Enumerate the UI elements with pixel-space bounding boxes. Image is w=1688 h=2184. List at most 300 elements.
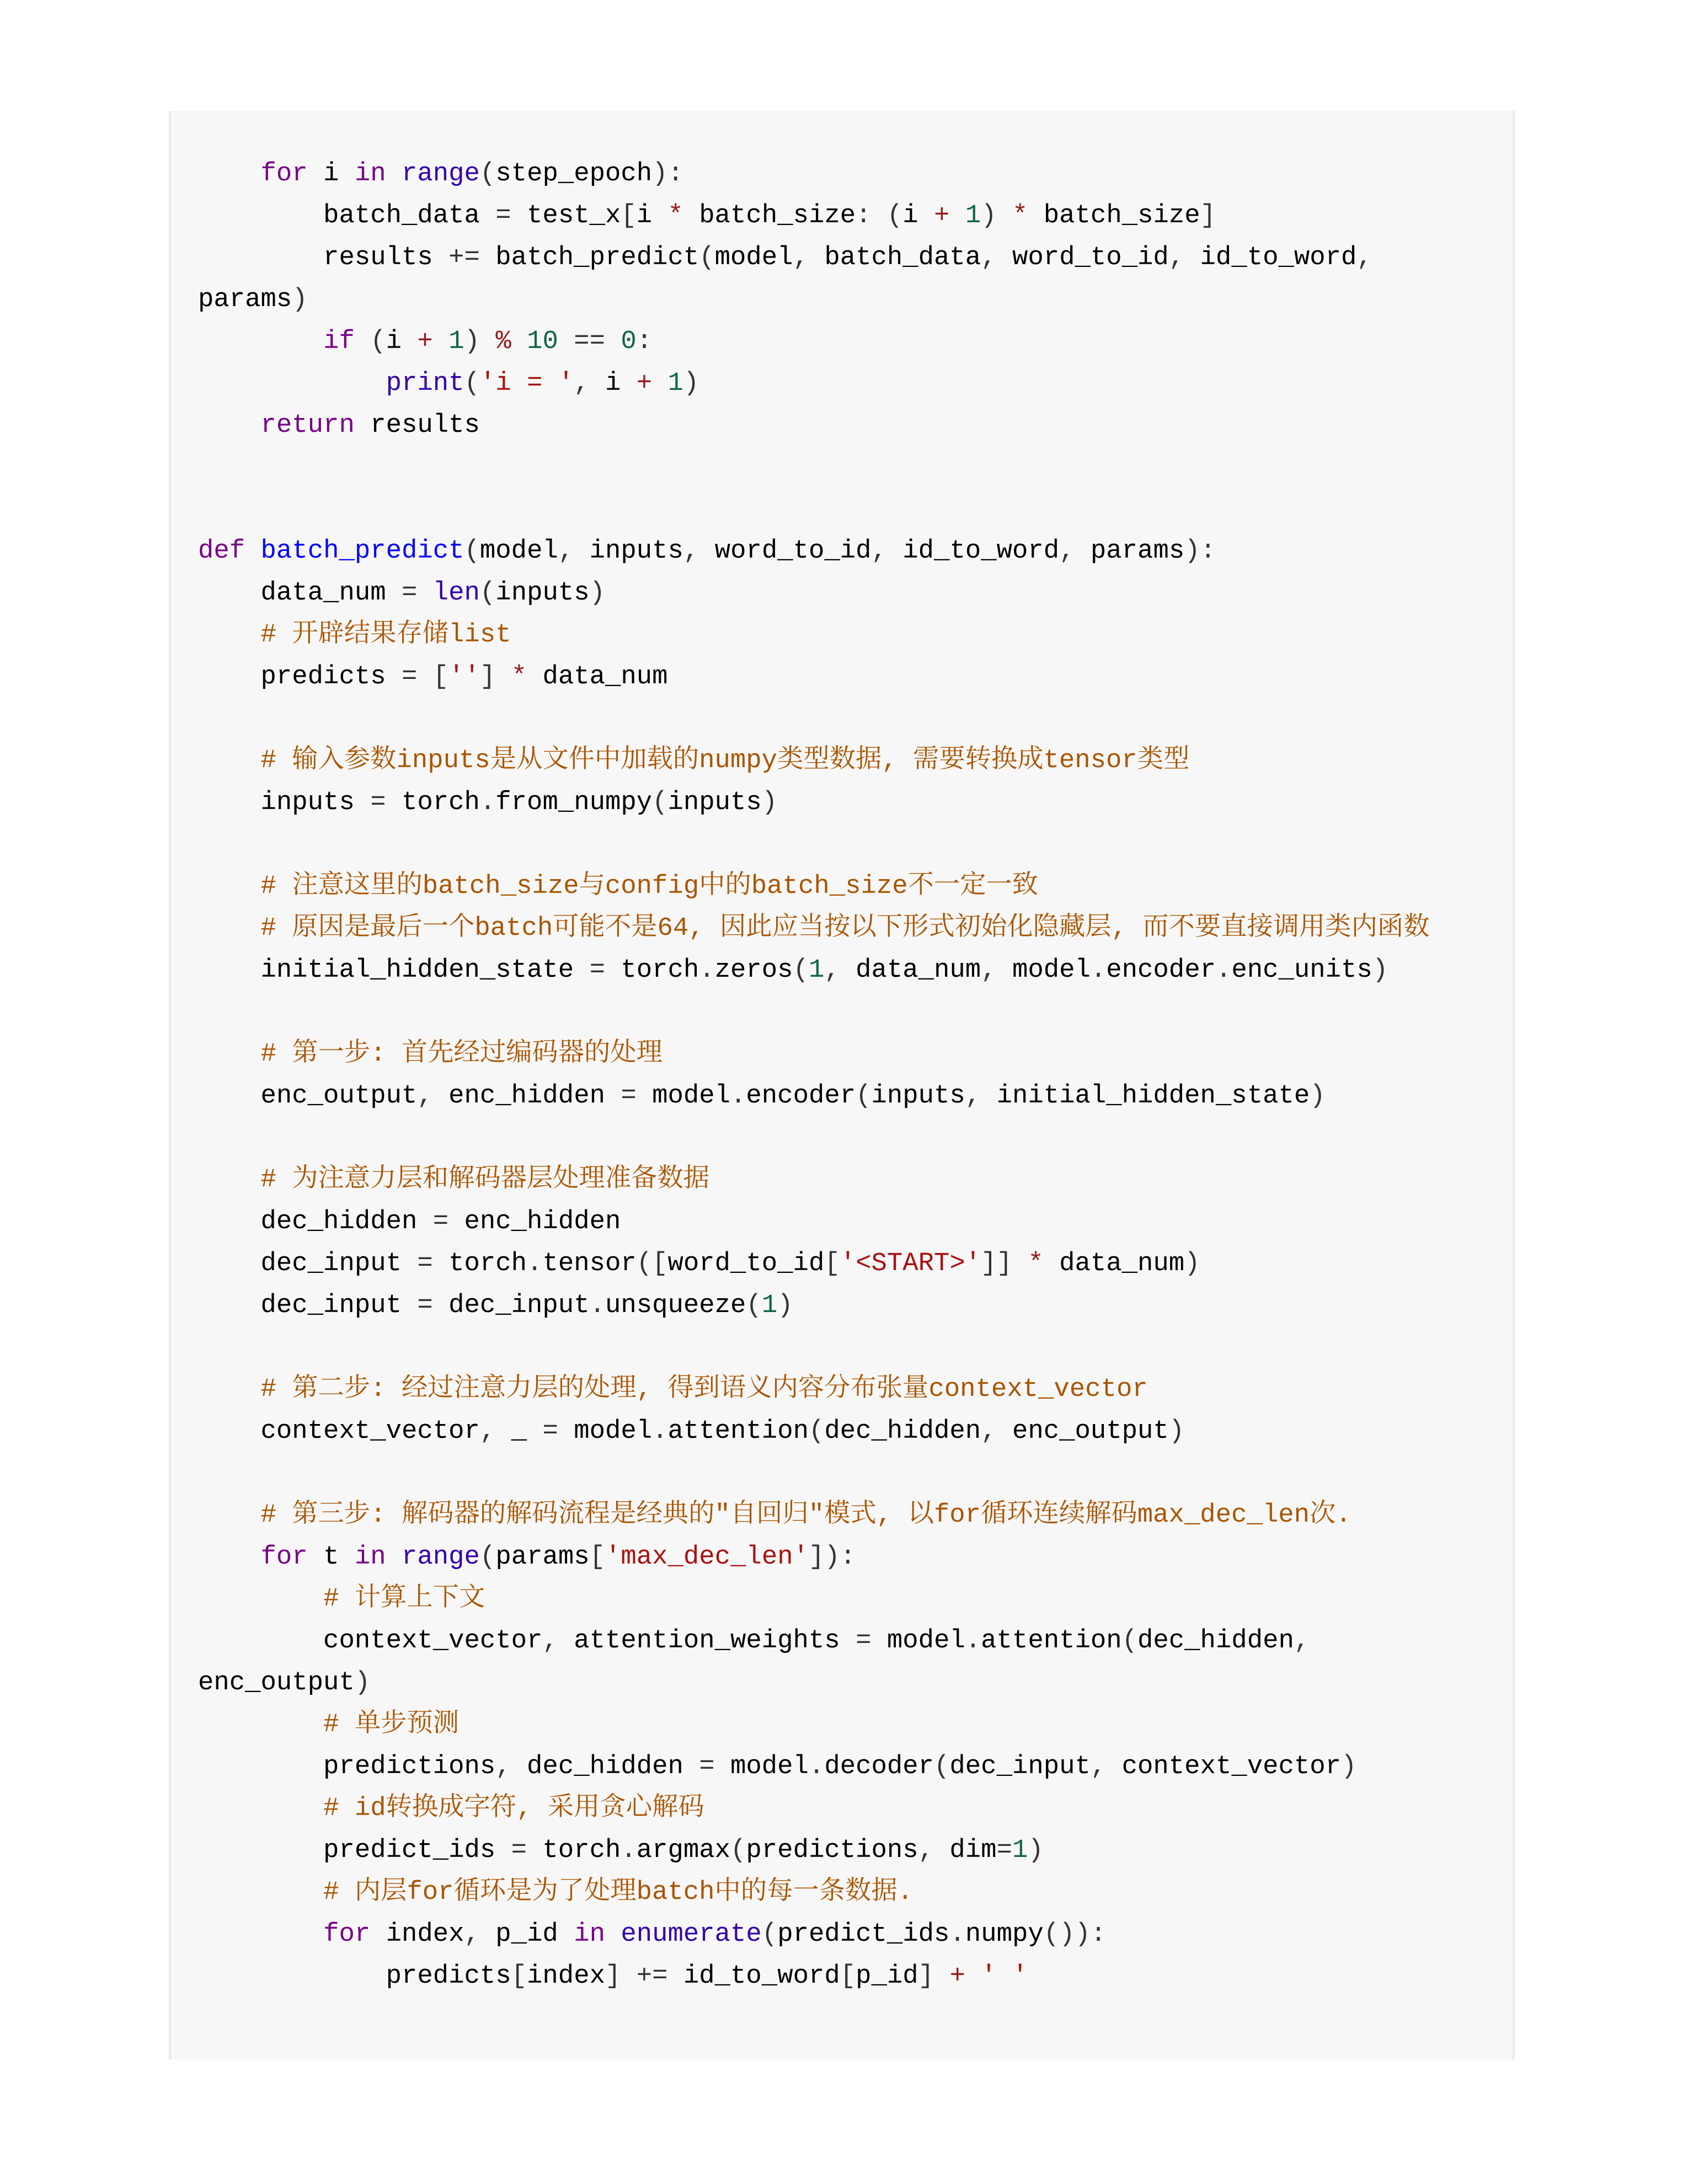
punctuation-token: )	[354, 1668, 371, 1698]
code-token: dec_input	[432, 1291, 590, 1320]
code-token	[605, 327, 621, 356]
code-token	[198, 1710, 323, 1739]
comment-token: # 第三步: 解码器的解码流程是经典的"自回归"模式, 以for循环连续解码max_dec_len次.	[260, 1501, 1352, 1530]
operator-token: +	[949, 1962, 965, 1991]
punctuation-token: =	[370, 788, 386, 817]
code-token	[198, 411, 261, 440]
code-token: word_to_id	[996, 243, 1169, 272]
code-token	[386, 1543, 402, 1572]
code-token	[934, 1962, 949, 1991]
code-token	[417, 662, 432, 692]
code-token	[198, 1501, 261, 1530]
code-token: decoder	[824, 1752, 934, 1781]
code-token: initial_hidden_state	[198, 956, 590, 985]
code-token	[511, 327, 527, 356]
punctuation-token: (	[761, 1920, 778, 1949]
code-token	[198, 914, 261, 943]
code-line	[198, 1034, 1491, 1075]
code-line	[198, 279, 1491, 321]
code-token: batch_data	[808, 243, 981, 272]
punctuation-token: =	[511, 1836, 527, 1865]
code-line	[198, 992, 1491, 1034]
code-line	[198, 1704, 1491, 1746]
punctuation-token: (	[808, 1417, 825, 1446]
code-line	[198, 1243, 1491, 1285]
punctuation-token: )	[1028, 1836, 1044, 1865]
code-token: attention_weights	[558, 1626, 856, 1656]
code-token: data_num	[198, 579, 402, 608]
code-token	[198, 159, 261, 189]
code-token: predicts	[198, 662, 402, 692]
code-line	[198, 363, 1491, 405]
code-token: attention	[981, 1626, 1122, 1656]
punctuation-token: ):	[1184, 537, 1216, 566]
comment-token: # 第一步: 首先经过编码器的处理	[260, 1040, 663, 1069]
code-token: _	[495, 1417, 543, 1446]
punctuation-token: +=	[636, 1962, 668, 1991]
number-token: 1	[965, 201, 981, 231]
code-token: enc_output	[996, 1417, 1169, 1446]
code-token: enc_hidden	[432, 1082, 621, 1111]
punctuation-token: ]):	[808, 1543, 856, 1572]
code-line	[198, 321, 1491, 363]
punctuation-token: =	[856, 1626, 872, 1656]
punctuation-token: )	[1168, 1417, 1185, 1446]
punctuation-token: =	[495, 201, 511, 231]
punctuation-token: .	[589, 1291, 605, 1320]
punctuation-token: ]	[605, 1962, 621, 1991]
code-token: data_num	[840, 956, 981, 985]
punctuation-token: [	[511, 1962, 527, 1991]
punctuation-token: .	[699, 956, 715, 985]
code-token: predicts	[198, 1962, 511, 1991]
code-token: tensor	[542, 1249, 637, 1278]
punctuation-token: )	[683, 369, 699, 398]
code-token	[245, 537, 260, 566]
punctuation-token: (	[479, 579, 496, 608]
code-token: zeros	[714, 956, 793, 985]
code-token	[198, 872, 261, 901]
code-token: p_id	[479, 1920, 574, 1949]
code-token	[355, 327, 370, 356]
code-line	[198, 153, 1491, 195]
punctuation-token: )	[761, 788, 778, 817]
punctuation-token: ]]	[981, 1249, 1012, 1278]
punctuation-token: ,	[542, 1626, 558, 1656]
code-line	[198, 1872, 1491, 1914]
code-token: from_numpy	[495, 788, 653, 817]
punctuation-token: ,	[1059, 537, 1075, 566]
code-line	[198, 1117, 1491, 1159]
punctuation-token: )	[1372, 956, 1388, 985]
code-line	[198, 195, 1491, 237]
code-line	[198, 447, 1491, 489]
code-token: dim	[934, 1836, 997, 1865]
code-token: enc_output	[198, 1082, 418, 1111]
code-token: inputs	[871, 1082, 965, 1111]
punctuation-token: (	[886, 201, 903, 231]
punctuation-token: )	[292, 285, 308, 314]
punctuation-token: ,	[574, 369, 590, 398]
code-block	[169, 111, 1515, 2059]
code-line	[198, 1159, 1491, 1201]
punctuation-token: )	[981, 201, 997, 231]
punctuation-token: ,	[981, 243, 997, 272]
code-line	[198, 572, 1491, 614]
code-token	[605, 1920, 621, 1949]
punctuation-token: ,	[824, 956, 840, 985]
code-token: batch_size	[683, 201, 856, 231]
code-line	[198, 866, 1491, 908]
code-line	[198, 1788, 1491, 1830]
code-token: index	[370, 1920, 464, 1949]
code-token: context_vector	[198, 1626, 543, 1656]
punctuation-token: (	[1121, 1626, 1138, 1656]
code-token: dec_input	[949, 1752, 1091, 1781]
code-line	[198, 782, 1491, 824]
code-token: torch	[386, 788, 480, 817]
code-token: dec_hidden	[198, 1207, 433, 1236]
function-name-token: batch_predict	[260, 537, 464, 566]
code-token: i	[589, 369, 637, 398]
punctuation-token: (	[370, 327, 386, 356]
punctuation-token: ]	[479, 662, 496, 692]
code-token: id_to_word	[1184, 243, 1357, 272]
code-line	[198, 698, 1491, 740]
builtin-token: enumerate	[621, 1920, 762, 1949]
comment-token: # 第二步: 经过注意力层的处理, 得到语义内容分布张量context_vector	[260, 1375, 1148, 1404]
punctuation-token: (	[730, 1836, 746, 1865]
code-token: enc_hidden	[448, 1207, 621, 1236]
punctuation-token: )	[589, 579, 605, 608]
code-token: enc_units	[1231, 956, 1372, 985]
punctuation-token: )	[464, 327, 480, 356]
code-token: dec_hidden	[511, 1752, 699, 1781]
code-line	[198, 1914, 1491, 1956]
code-token: data_num	[1043, 1249, 1185, 1278]
code-token: results	[198, 243, 449, 272]
code-token: inputs	[198, 788, 371, 817]
punctuation-token: (	[652, 788, 668, 817]
comment-token: # 单步预测	[323, 1710, 460, 1739]
punctuation-token: )	[1184, 1249, 1200, 1278]
operator-token: +	[417, 327, 433, 356]
code-token	[386, 159, 402, 189]
punctuation-token: [	[840, 1962, 856, 1991]
operator-token: +	[636, 369, 653, 398]
builtin-token: range	[402, 159, 480, 189]
punctuation-token: ==	[574, 327, 606, 356]
punctuation-token: ,	[981, 956, 997, 985]
operator-token: *	[1028, 1249, 1044, 1278]
code-token: i	[902, 201, 934, 231]
code-token: params	[198, 285, 292, 314]
string-token: ''	[448, 662, 480, 692]
punctuation-token: ,	[558, 537, 574, 566]
punctuation-token: (	[464, 537, 480, 566]
code-token: predict_ids	[198, 1836, 511, 1865]
code-token: data_num	[527, 662, 668, 692]
punctuation-token: (	[934, 1752, 950, 1781]
punctuation-token: =	[401, 579, 418, 608]
keyword-token: in	[354, 159, 386, 189]
code-token: params	[495, 1543, 590, 1572]
number-token: 1	[808, 956, 825, 985]
number-token: 1	[1012, 1836, 1028, 1865]
punctuation-token: =	[996, 1836, 1012, 1865]
operator-token: *	[1012, 201, 1028, 231]
code-token: t	[307, 1543, 355, 1572]
code-token: index	[527, 1962, 605, 1991]
code-token	[198, 746, 261, 775]
code-line	[198, 1956, 1491, 1998]
punctuation-token: .	[527, 1249, 543, 1278]
code-token: inputs	[667, 788, 762, 817]
code-line	[198, 531, 1491, 572]
code-line	[198, 1495, 1491, 1537]
code-line	[198, 1285, 1491, 1327]
code-line	[198, 824, 1491, 866]
code-token: model	[636, 1082, 731, 1111]
punctuation-token: ,	[495, 1752, 511, 1781]
code-token	[198, 1543, 261, 1572]
code-token: enc_output	[198, 1668, 355, 1698]
code-token	[198, 1165, 261, 1195]
code-token: params	[1075, 537, 1185, 566]
code-token	[558, 327, 574, 356]
code-token	[198, 327, 323, 356]
punctuation-token: :	[856, 201, 872, 231]
code-line	[198, 1537, 1491, 1578]
code-token: word_to_id	[699, 537, 872, 566]
punctuation-token: ,	[871, 537, 887, 566]
code-line	[198, 1746, 1491, 1788]
code-token: inputs	[495, 579, 590, 608]
punctuation-token: .	[949, 1920, 965, 1949]
punctuation-token: =	[432, 1207, 449, 1236]
punctuation-token: .	[479, 788, 496, 817]
punctuation-token: .	[1215, 956, 1232, 985]
punctuation-token: ,	[1294, 1626, 1310, 1656]
code-token: p_id	[856, 1962, 918, 1991]
comment-token: # 计算上下文	[323, 1585, 485, 1614]
code-token: attention	[667, 1417, 809, 1446]
code-line	[198, 1075, 1491, 1117]
punctuation-token: ,	[1356, 243, 1372, 272]
punctuation-token: ([	[636, 1249, 668, 1278]
punctuation-token: (	[856, 1082, 872, 1111]
punctuation-token: ]	[918, 1962, 934, 1991]
code-line	[198, 1830, 1491, 1872]
code-token: torch	[605, 956, 699, 985]
punctuation-token: (	[699, 243, 715, 272]
punctuation-token: =	[542, 1417, 558, 1446]
string-token: '<START>'	[840, 1249, 981, 1278]
code-token: predictions	[746, 1836, 918, 1865]
punctuation-token: [	[589, 1543, 605, 1572]
code-token: batch_predict	[479, 243, 699, 272]
code-token: context_vector	[198, 1417, 480, 1446]
code-body	[198, 153, 1491, 1998]
number-token: 1	[761, 1291, 778, 1320]
code-token: dec_input	[198, 1249, 418, 1278]
code-token: model	[714, 243, 793, 272]
code-token	[1012, 1249, 1028, 1278]
code-token: inputs	[574, 537, 683, 566]
punctuation-token: [	[432, 662, 449, 692]
builtin-token: len	[432, 579, 480, 608]
punctuation-token: (	[793, 956, 809, 985]
punctuation-token: ,	[479, 1417, 496, 1446]
punctuation-token: ,	[1168, 243, 1185, 272]
code-token	[198, 1920, 323, 1949]
punctuation-token: )	[777, 1291, 793, 1320]
code-token: i	[386, 327, 418, 356]
code-line	[198, 1620, 1491, 1662]
punctuation-token: (	[746, 1291, 762, 1320]
punctuation-token: .	[1090, 956, 1107, 985]
punctuation-token: =	[417, 1249, 433, 1278]
keyword-token: in	[354, 1543, 386, 1572]
code-line	[198, 237, 1491, 279]
comment-token: # id转换成字符, 采用贪心解码	[323, 1794, 704, 1823]
punctuation-token: [	[621, 201, 637, 231]
code-token: step_epoch	[495, 159, 653, 189]
keyword-token: if	[323, 327, 355, 356]
code-token: unsqueeze	[605, 1291, 746, 1320]
code-line	[198, 1453, 1491, 1495]
comment-token: # 内层for循环是为了处理batch中的每一条数据.	[323, 1878, 914, 1907]
code-token: predictions	[198, 1752, 496, 1781]
string-token: ' '	[981, 1962, 1028, 1991]
punctuation-token: ,	[965, 1082, 981, 1111]
punctuation-token: +=	[448, 243, 480, 272]
punctuation-token: )	[1341, 1752, 1357, 1781]
code-token	[198, 1585, 323, 1614]
punctuation-token: =	[417, 1291, 433, 1320]
operator-token: +	[934, 201, 950, 231]
code-token	[198, 369, 386, 398]
code-token: id_to_word	[667, 1962, 840, 1991]
punctuation-token: ,	[1090, 1752, 1107, 1781]
punctuation-token: ,	[417, 1082, 433, 1111]
punctuation-token: .	[965, 1626, 981, 1656]
code-line	[198, 405, 1491, 447]
punctuation-token: .	[808, 1752, 825, 1781]
code-token: batch_data	[198, 201, 496, 231]
code-line	[198, 656, 1491, 698]
code-token: model	[996, 956, 1091, 985]
code-token: model	[871, 1626, 965, 1656]
punctuation-token: .	[621, 1836, 637, 1865]
code-token	[198, 1794, 323, 1823]
operator-token: *	[511, 662, 527, 692]
code-token	[198, 1878, 323, 1907]
code-token	[480, 327, 495, 356]
punctuation-token: ,	[793, 243, 809, 272]
punctuation-token: (	[479, 159, 496, 189]
code-line	[198, 1369, 1491, 1411]
code-token	[198, 1375, 261, 1404]
code-line	[198, 950, 1491, 992]
code-token	[965, 1962, 981, 1991]
code-token: test_x	[511, 201, 621, 231]
comment-token: # 为注意力层和解码器层处理准备数据	[260, 1165, 710, 1195]
punctuation-token: (	[479, 1543, 496, 1572]
keyword-token: for	[323, 1920, 371, 1949]
punctuation-token: [	[824, 1249, 840, 1278]
code-token: model	[714, 1752, 809, 1781]
code-line	[198, 1662, 1491, 1704]
keyword-token: for	[260, 1543, 308, 1572]
comment-token: # 原因是最后一个batch可能不是64, 因此应当按以下形式初始化隐藏层, 而不要直接调用类内函数	[260, 914, 1430, 943]
builtin-token: range	[402, 1543, 480, 1572]
keyword-token: def	[198, 537, 245, 566]
punctuation-token: .	[730, 1082, 746, 1111]
punctuation-token: =	[699, 1752, 715, 1781]
code-line	[198, 614, 1491, 656]
keyword-token: for	[260, 159, 308, 189]
comment-token: # 注意这里的batch_size与config中的batch_size不一定一致	[260, 872, 1039, 901]
code-token	[417, 579, 432, 608]
code-token	[997, 201, 1012, 231]
punctuation-token: =	[621, 1082, 637, 1111]
code-token	[652, 369, 667, 398]
punctuation-token: ,	[464, 1920, 480, 1949]
punctuation-token: =	[401, 662, 418, 692]
code-line	[198, 1411, 1491, 1453]
number-token: 1	[667, 369, 683, 398]
code-line	[198, 489, 1491, 531]
code-line	[198, 1201, 1491, 1243]
code-token: i	[636, 201, 668, 231]
number-token: 10	[527, 327, 558, 356]
code-line	[198, 1578, 1491, 1620]
punctuation-token: (	[464, 369, 480, 398]
string-token: 'i = '	[479, 369, 574, 398]
punctuation-token: ):	[652, 159, 683, 189]
punctuation-token: ,	[683, 537, 699, 566]
code-token: predict_ids	[777, 1920, 950, 1949]
builtin-token: print	[386, 369, 464, 398]
code-token: encoder	[1106, 956, 1216, 985]
code-token: torch	[527, 1836, 621, 1865]
code-token: context_vector	[1106, 1752, 1342, 1781]
punctuation-token: ()):	[1043, 1920, 1107, 1949]
operator-token: %	[495, 327, 511, 356]
code-token: torch	[432, 1249, 527, 1278]
comment-token: # 输入参数inputs是从文件中加载的numpy类型数据, 需要转换成tensor类型	[260, 746, 1190, 775]
code-token: dec_hidden	[1137, 1626, 1294, 1656]
punctuation-token: ,	[981, 1417, 997, 1446]
code-token: batch_size	[1028, 201, 1200, 231]
code-token	[198, 620, 261, 650]
string-token: 'max_dec_len'	[605, 1543, 809, 1572]
code-token: dec_hidden	[824, 1417, 981, 1446]
punctuation-token: :	[636, 327, 653, 356]
code-token: results	[354, 411, 480, 440]
code-token	[495, 662, 511, 692]
punctuation-token: )	[1310, 1082, 1326, 1111]
code-token: encoder	[746, 1082, 856, 1111]
code-line	[198, 908, 1491, 950]
punctuation-token: ,	[918, 1836, 934, 1865]
code-token: initial_hidden_state	[981, 1082, 1310, 1111]
operator-token: *	[667, 201, 683, 231]
code-token: model	[558, 1417, 653, 1446]
number-token: 1	[448, 327, 464, 356]
comment-token: # 开辟结果存储list	[260, 620, 511, 650]
